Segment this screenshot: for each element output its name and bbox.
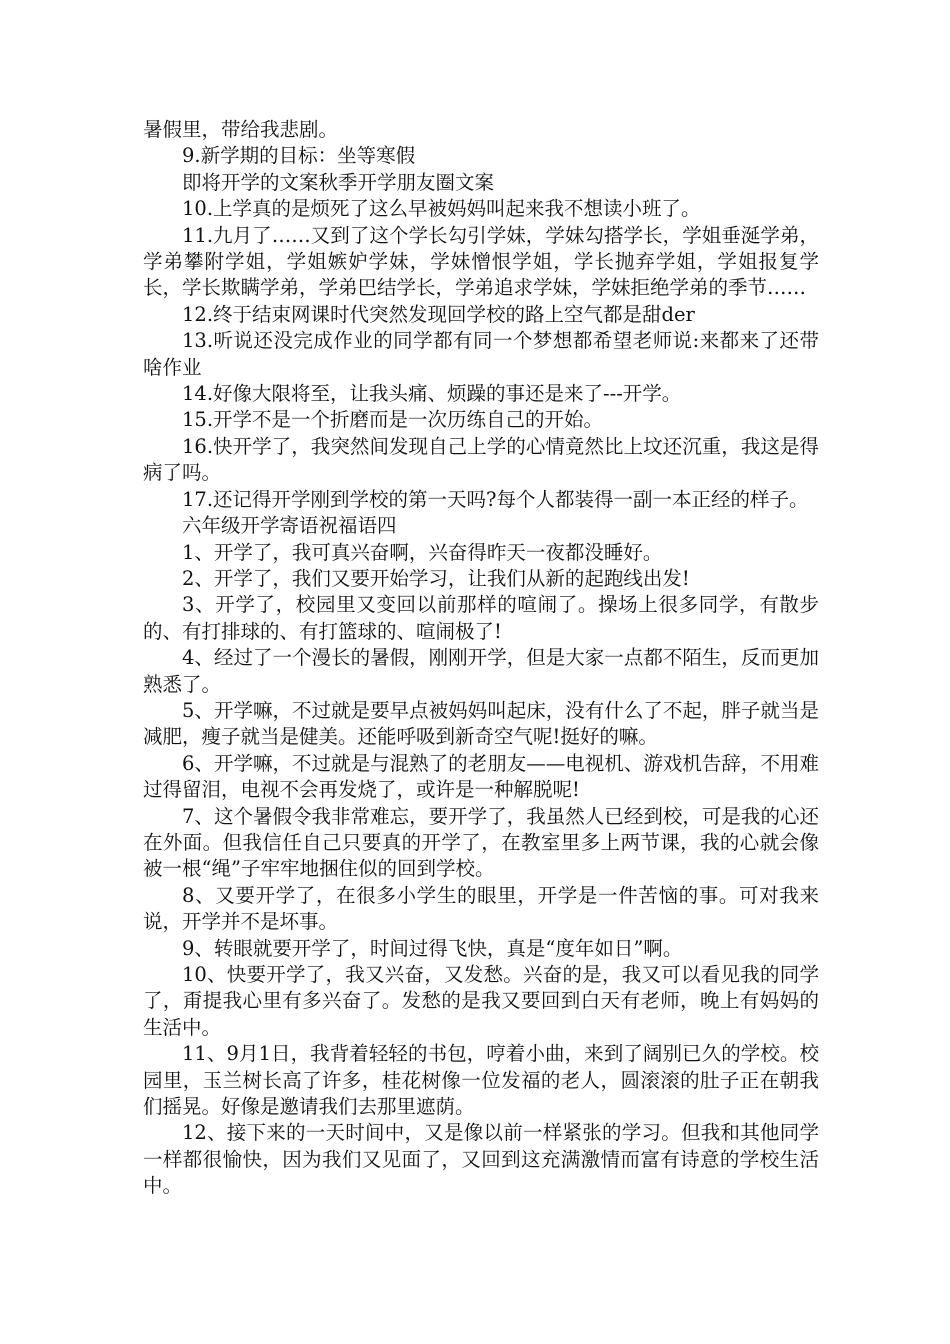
paragraph-item-10: 10.上学真的是烦死了这么早被妈妈叫起来我不想读小班了。 xyxy=(182,197,701,221)
paragraph-item-17: 17.还记得开学刚到学校的第一天吗?每个人都装得一副一本正经的样子。 xyxy=(182,487,809,511)
paragraph-item-13: 13.听说还没完成作业的同学都有同一个梦想都希望老师说:来都来了还带啥作业 xyxy=(143,329,819,379)
section-heading-grade-six-wishes: 六年级开学寄语祝福语四 xyxy=(182,514,397,538)
wish-item-9: 9、转眼就要开学了，时间过得飞快，真是“度年如日”啊。 xyxy=(182,936,683,960)
paragraph-item-9: 9.新学期的目标：坐等寒假 xyxy=(182,144,416,168)
wish-item-2: 2、开学了，我们又要开始学习，让我们从新的起跑线出发! xyxy=(182,566,690,590)
wish-item-3: 3、开学了，校园里又变回以前那样的喧闹了。操场上很多同学，有散步的、有打排球的、有打篮球的、喧闹极了! xyxy=(143,593,819,643)
paragraph-continuation: 暑假里，带给我悲剧。 xyxy=(143,118,339,141)
wish-item-7: 7、这个暑假令我非常难忘，要开学了，我虽然人已经到校，可是我的心还在外面。但我信任自己只要真的开学了，在教室里多上两节课，我的心就会像被一根“绳”子牢牢地捆住似的回到学校。 xyxy=(143,804,819,881)
wish-item-4: 4、经过了一个漫长的暑假，刚刚开学，但是大家一点都不陌生，反而更加熟悉了。 xyxy=(143,646,819,696)
paragraph-item-15: 15.开学不是一个折磨而是一次历练自己的开始。 xyxy=(182,408,604,432)
wish-item-8: 8、又要开学了，在很多小学生的眼里，开学是一件苦恼的事。可对我来说，开学并不是坏事。 xyxy=(143,883,819,934)
wish-item-6: 6、开学嘛，不过就是与混熟了的老朋友——电视机、游戏机告辞，不用难过得留泪，电视不会再发烧了，或许是一种解脱呢! xyxy=(143,751,819,802)
paragraph-item-11: 11.九月了……又到了这个学长勾引学妹，学妹勾搭学长，学姐垂涎学弟，学弟攀附学姐，学姐嫉妒学妹，学妹憎恨学姐，学长抛弃学姐，学姐报复学长，学长欺瞒学弟，学弟巴结学长，学弟追求学妹，学妹拒绝学弟的季节…… xyxy=(143,223,819,300)
wish-item-11: 11、9月1日，我背着轻轻的书包，哼着小曲，来到了阔别已久的学校。校园里，玉兰树长高了许多，桂花树像一位发福的老人，圆滚滚的肚子正在朝我们摇晃。好像是邀请我们去那里遮荫。 xyxy=(143,1042,819,1119)
wish-item-10: 10、快要开学了，我又兴奋，又发愁。兴奋的是，我又可以看见我的同学了，甭提我心里有多兴奋了。发愁的是我又要回到白天有老师，晚上有妈妈的生活中。 xyxy=(143,963,819,1039)
paragraph-item-16: 16.快开学了，我突然间发现自己上学的心情竟然比上坟还沉重，我这是得病了吗。 xyxy=(143,434,819,485)
wish-item-5: 5、开学嘛，不过就是要早点被妈妈叫起床，没有什么了不起，胖子就当是减肥，瘦子就当是健美。还能呼吸到新奇空气呢!挺好的嘛。 xyxy=(143,698,819,749)
paragraph-item-12: 12.终于结束网课时代突然发现回学校的路上空气都是甜der xyxy=(182,302,695,326)
wish-item-12: 12、接下来的一天时间中，又是像以前一样紧张的学习。但我和其他同学一样都很愉快，因为我们又见面了，又回到这充满激情而富有诗意的学校生活中。 xyxy=(143,1121,819,1198)
document-body xyxy=(143,117,819,1200)
paragraph-item-14: 14.好像大限将至，让我头痛、烦躁的事还是来了---开学。 xyxy=(182,382,682,406)
wish-item-1: 1、开学了，我可真兴奋啊，兴奋得昨天一夜都没睡好。 xyxy=(182,540,663,564)
section-heading-autumn-caption: 即将开学的文案秋季开学朋友圈文案 xyxy=(182,170,495,194)
